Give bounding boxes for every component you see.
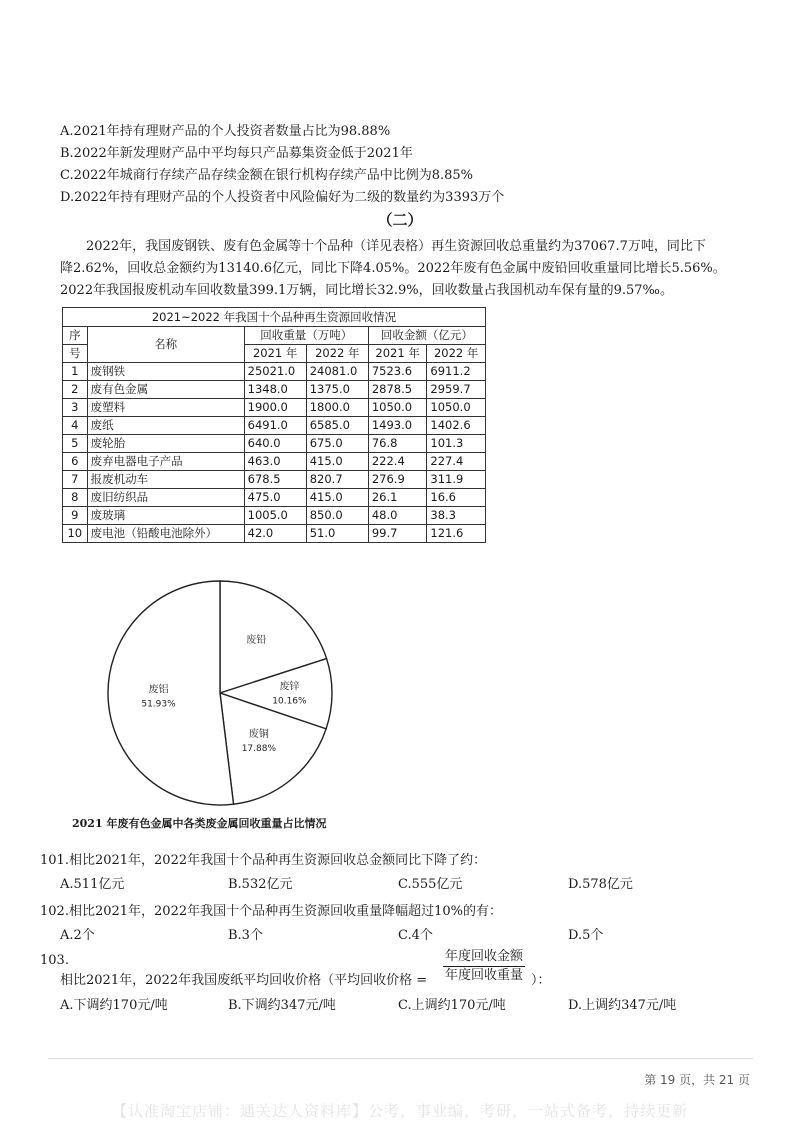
cell-w2021: 25021.0	[244, 363, 306, 381]
cell-no: 6	[63, 453, 88, 471]
cell-no: 10	[63, 525, 88, 543]
q101-choice-a[interactable]: A.511亿元	[60, 877, 125, 892]
header-amount-2022: 2022 年	[427, 345, 486, 363]
cell-w2021: 678.5	[244, 471, 306, 489]
q103-choice-c[interactable]: C.上调约170元/吨	[398, 998, 506, 1013]
q102-choice-d[interactable]: D.5个	[568, 928, 604, 943]
option-c-prev: C.2022年城商行存续产品存续金额在银行机构存续产品中比例为8.85%	[60, 168, 473, 183]
cell-no: 1	[63, 363, 88, 381]
question-103-stem: 相比2021年，2022年我国废纸平均回收价格（平均回收价格 =	[60, 973, 428, 988]
cell-name: 报废机动车	[87, 471, 244, 489]
cell-no: 7	[63, 471, 88, 489]
cell-w2022: 51.0	[306, 525, 368, 543]
cell-a2022: 101.3	[427, 435, 486, 453]
cell-name: 废塑料	[87, 399, 244, 417]
page-number: 第 19 页，共 21 页	[644, 1073, 750, 1087]
table-row	[63, 363, 486, 381]
cell-w2022: 415.0	[306, 453, 368, 471]
paragraph-line-2: 降2.62%，回收总金额约为13140.6亿元，同比下降4.05%。2022年废有色金属中废铅回收重量同比增长5.56%。	[60, 261, 726, 276]
cell-w2022: 820.7	[306, 471, 368, 489]
cell-name: 废旧纺织品	[87, 489, 244, 507]
cell-name: 废弃电器电子产品	[87, 453, 244, 471]
slice-label: 废铝	[148, 684, 169, 696]
cell-w2022: 24081.0	[306, 363, 368, 381]
q103-choice-a[interactable]: A.下调约170元/吨	[60, 998, 168, 1013]
slice-value-label: 17.88%	[241, 743, 277, 754]
cell-no: 5	[63, 435, 88, 453]
cell-a2022: 16.6	[427, 489, 486, 507]
cell-a2022: 2959.7	[427, 381, 486, 399]
header-name: 名称	[87, 327, 244, 363]
q103-choice-d[interactable]: D.上调约347元/吨	[568, 998, 677, 1013]
table-row	[63, 381, 486, 399]
question-103-number: 103.	[40, 953, 69, 968]
cell-a2021: 76.8	[368, 435, 427, 453]
table-row	[63, 471, 486, 489]
table-caption: 2021~2022 年我国十个品种再生资源回收情况	[63, 308, 486, 327]
q102-choice-b[interactable]: B.3个	[228, 928, 263, 943]
pie-chart-svg	[100, 577, 380, 822]
cell-a2021: 48.0	[368, 507, 427, 525]
paragraph-line-3: 2022年我国报废机动车回收数量399.1万辆，同比增长32.9%，回收数量占我国机动车保有量的9.57‰。	[60, 283, 673, 298]
cell-w2022: 415.0	[306, 489, 368, 507]
cell-a2022: 121.6	[427, 525, 486, 543]
cell-w2022: 6585.0	[306, 417, 368, 435]
header-weight-2022: 2022 年	[306, 345, 368, 363]
cell-a2022: 6911.2	[427, 363, 486, 381]
cell-a2022: 1050.0	[427, 399, 486, 417]
watermark-text: 【认准淘宝店铺：通关达人资料库】公考，事业编，考研，一站式备考，持续更新	[111, 1102, 688, 1120]
cell-no: 2	[63, 381, 88, 399]
cell-a2021: 276.9	[368, 471, 427, 489]
slice-label: 废铜	[248, 728, 269, 740]
cell-a2021: 1493.0	[368, 417, 427, 435]
cell-w2021: 1005.0	[244, 507, 306, 525]
cell-a2021: 2878.5	[368, 381, 427, 399]
cell-a2021: 99.7	[368, 525, 427, 543]
cell-w2021: 1900.0	[244, 399, 306, 417]
question-101-stem: 101.相比2021年，2022年我国十个品种再生资源回收总金额同比下降了约：	[40, 853, 487, 868]
cell-no: 9	[63, 507, 88, 525]
q103-choice-b[interactable]: B.下调约347元/吨	[228, 998, 336, 1013]
cell-w2022: 675.0	[306, 435, 368, 453]
table-row	[63, 453, 486, 471]
slice-label: 废铅	[246, 635, 267, 647]
cell-no: 3	[63, 399, 88, 417]
slice-value-label: 10.16%	[272, 696, 307, 707]
cell-no: 8	[63, 489, 88, 507]
question-103-stem-end: ）：	[531, 973, 551, 988]
table-row	[63, 399, 486, 417]
cell-a2022: 227.4	[427, 453, 486, 471]
slice-label: 废锌	[279, 681, 300, 693]
cell-a2022: 311.9	[427, 471, 486, 489]
cell-name: 废电池（铅酸电池除外）	[87, 525, 244, 543]
option-b-prev: B.2022年新发理财产品中平均每只产品募集资金低于2021年	[60, 146, 413, 161]
cell-no: 4	[63, 417, 88, 435]
chart-caption: 2021 年废有色金属中各类废金属回收重量占比情况	[72, 817, 327, 830]
slice-value-label: 51.93%	[141, 699, 176, 710]
table-row	[63, 417, 486, 435]
option-d-prev: D.2022年持有理财产品的个人投资者中风险偏好为二级的数量约为3393万个	[60, 190, 505, 205]
pie-chart	[100, 577, 380, 822]
cell-name: 废轮胎	[87, 435, 244, 453]
header-weight: 回收重量（万吨）	[244, 327, 368, 345]
cell-w2021: 463.0	[244, 453, 306, 471]
paragraph-line-1: 2022年，我国废钢铁、废有色金属等十个品种（详见表格）再生资源回收总重量约为37067.7万吨，同比下	[86, 239, 706, 254]
pie-slice	[108, 581, 234, 805]
cell-a2022: 38.3	[427, 507, 486, 525]
cell-w2022: 1375.0	[306, 381, 368, 399]
table-row	[63, 525, 486, 543]
footer-divider	[48, 1058, 753, 1059]
cell-a2022: 1402.6	[427, 417, 486, 435]
cell-w2021: 1348.0	[244, 381, 306, 399]
table-row	[63, 435, 486, 453]
cell-w2021: 475.0	[244, 489, 306, 507]
fraction-denominator: 年度回收重量	[445, 968, 524, 983]
q102-choice-c[interactable]: C.4个	[398, 928, 433, 943]
recycling-table	[62, 307, 486, 543]
header-amount-2021: 2021 年	[368, 345, 427, 363]
cell-w2022: 1800.0	[306, 399, 368, 417]
question-102-stem: 102.相比2021年，2022年我国十个品种再生资源回收重量降幅超过10%的有：	[40, 904, 503, 919]
cell-name: 废玻璃	[87, 507, 244, 525]
cell-w2021: 42.0	[244, 525, 306, 543]
cell-w2022: 850.0	[306, 507, 368, 525]
fraction-numerator: 年度回收金额	[443, 948, 525, 967]
cell-a2021: 222.4	[368, 453, 427, 471]
cell-name: 废纸	[87, 417, 244, 435]
cell-w2021: 6491.0	[244, 417, 306, 435]
cell-a2021: 26.1	[368, 489, 427, 507]
q102-choice-a[interactable]: A.2个	[60, 928, 95, 943]
cell-a2021: 7523.6	[368, 363, 427, 381]
cell-w2021: 640.0	[244, 435, 306, 453]
q101-choice-d[interactable]: D.578亿元	[568, 877, 633, 892]
header-weight-2021: 2021 年	[244, 345, 306, 363]
cell-name: 废有色金属	[87, 381, 244, 399]
price-formula-fraction	[443, 948, 525, 985]
cell-a2021: 1050.0	[368, 399, 427, 417]
section-title: （二）	[377, 211, 423, 229]
header-amount: 回收金额（亿元）	[368, 327, 485, 345]
cell-name: 废钢铁	[87, 363, 244, 381]
table-row	[63, 489, 486, 507]
header-seq-1: 序	[63, 327, 88, 345]
header-seq-2: 号	[63, 345, 88, 363]
table-body	[63, 363, 486, 543]
table-row	[63, 507, 486, 525]
q101-choice-b[interactable]: B.532亿元	[228, 877, 293, 892]
q101-choice-c[interactable]: C.555亿元	[398, 877, 463, 892]
option-a-prev: A.2021年持有理财产品的个人投资者数量占比为98.88%	[60, 124, 391, 139]
